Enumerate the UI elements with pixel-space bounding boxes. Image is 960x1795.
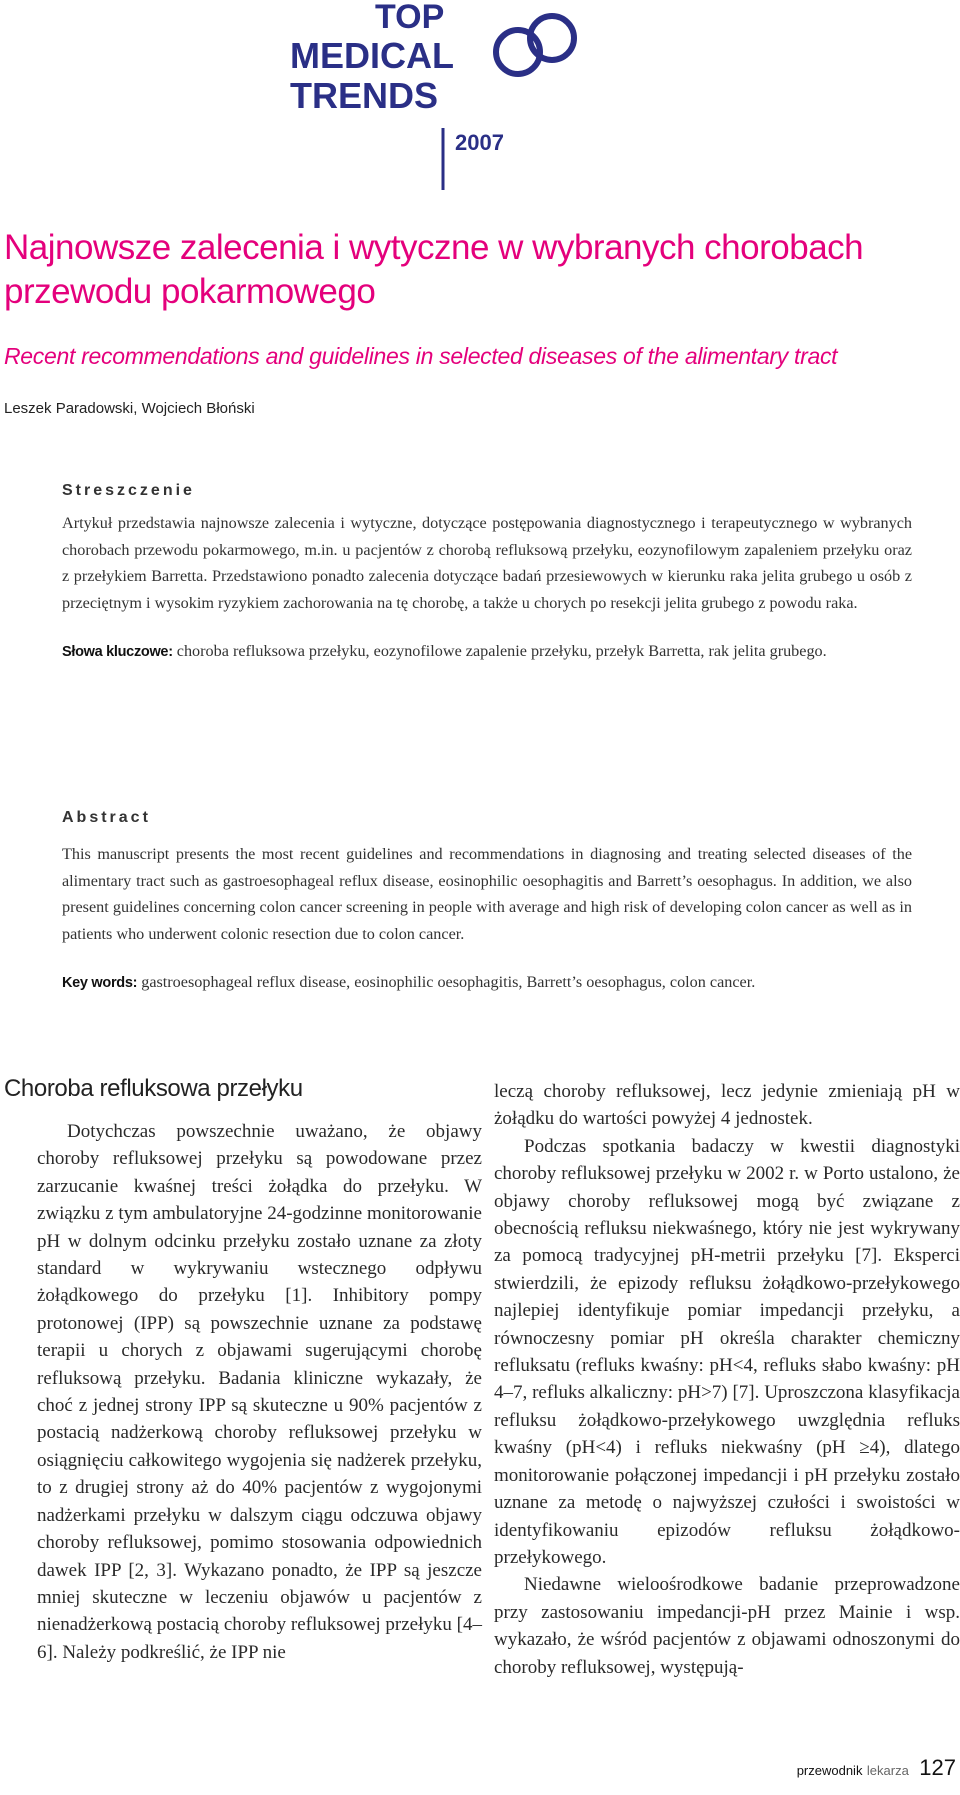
article-authors: Leszek Paradowski, Wojciech Błoński xyxy=(4,400,255,417)
abstract-text: This manuscript presents the most recent guidelines and recommendations in diagnosing and treating selected diseases of the alimentary tract such as gastroesophageal reflux disease, eosinophilic oesophagitis and Barrett’s oesophagus. In addition, we also present guidelines concerning colon cancer screening in people with average and high risk of developing colon cancer as well as in patients who underwent colonic resection due to colon cancer. xyxy=(62,845,912,943)
right-paragraph-continued: leczą choroby refluksowej, lecz jedynie zmieniają pH w żołądku do wartości powyżej 4 jednostek. xyxy=(494,1081,960,1130)
logo-line2: MEDICAL xyxy=(290,35,454,76)
keywords-label-pl: Słowa kluczowe: xyxy=(62,644,173,660)
top-medical-trends-logo xyxy=(290,0,640,195)
article-subtitle: Recent recommendations and guidelines in selected diseases of the alimentary tract xyxy=(4,343,838,369)
right-column xyxy=(494,1078,960,1681)
right-paragraph-2: Niedawne wieloośrodkowe badanie przeprowadzone przy zastosowaniu impedancji-pH przez Mainie i wsp. wykazało, że wśród pacjentów z objawami odnoszonymi do choroby refluksowej, występują- xyxy=(494,1574,960,1678)
abstract-heading: Abstract xyxy=(62,809,151,826)
streszczenie-keywords xyxy=(62,638,912,666)
article-title: Najnowsze zalecenia i wytyczne w wybranych chorobach przewodu pokarmowego xyxy=(4,228,864,311)
logo-year: 2007 xyxy=(455,130,504,155)
footer-brand-lekarza: lekarza xyxy=(866,1763,909,1778)
left-column xyxy=(37,1118,482,1666)
streszczenie-section xyxy=(62,482,912,666)
right-paragraph-1: Podczas spotkania badaczy w kwestii diagnostyki choroby refluksowej przełyku w 2002 r. w Porto ustalono, że objawy choroby refluksowej mogą być związane z obecnością refluksu niekwaśnego, który nie jest wykrywany za pomocą tradycyjnej pH-metrii przełyku [7]. Eksperci stwierdzili, że epizody refluksu żołądkowo-przełykowego najlepiej identyfikuje pomiar impedancji przełyku, a równoczesny pomiar pH określa charakter chemiczny refluksatu (refluks kwaśny: pH<4, refluks słabo kwaśny: pH 4–7, refluks alkaliczny: pH>7) [7]. Uproszczona klasyfikacja refluksu żołądkowo-przełykowego uwzględnia refluks kwaśny (pH<4) i refluks niekwaśny (pH ≥4), dlatego monitorowanie połączonej impedancji i pH przełyku zostało uznane za metodę o najwyższej czułości i swoistości w identyfikowaniu epizodów refluksu żołądkowo-przełykowego. xyxy=(494,1135,960,1568)
keywords-text-pl: choroba refluksowa przełyku, eozynofilowe zapalenie przełyku, przełyk Barretta, rak jelita grubego. xyxy=(176,642,827,660)
streszczenie-heading: Streszczenie xyxy=(62,482,195,499)
keywords-label-en: Key words: xyxy=(62,975,138,991)
abstract-section xyxy=(62,809,912,997)
footer-brand-przewodnik: przewodnik xyxy=(796,1763,863,1778)
logo-line1: TOP xyxy=(375,0,445,36)
keywords-text-en: gastroesophageal reflux disease, eosinophilic oesophagitis, Barrett’s oesophagus, colon cancer. xyxy=(141,973,756,991)
abstract-keywords xyxy=(62,969,912,997)
page-footer xyxy=(797,1755,956,1781)
streszczenie-text: Artykuł przedstawia najnowsze zalecenia i wytyczne, dotyczące postępowania diagnostycznego i terapeutycznego w wybranych chorobach przewodu pokarmowego, m.in. u pacjentów z chorobą refluksową przełyku, eozynofilowym zapaleniem przełyku oraz z przełykiem Barretta. Przedstawiono ponadto zalecenia dotyczące badań przesiewowych w kierunku raka jelita grubego u osób z przeciętnym i wysokim ryzykiem zachorowania na tę chorobę, a także u chorych po resekcji jelita grubego z powodu raka. xyxy=(62,514,912,612)
page-number: 127 xyxy=(919,1755,956,1780)
left-paragraph: Dotychczas powszechnie uważano, że objawy choroby refluksowej przełyku są powodowane przez zarzucanie kwaśnej treści żołądka do przełyku. W związku z tym ambulatoryjne 24-godzinne monitorowanie pH w dolnym odcinku przełyku zostało uznane za złoty standard w wykrywaniu wstecznego odpływu żołądkowego do przełyku [1]. Inhibitory pompy protonowej (IPP) są powszechnie uznane za podstawę terapii u chorych z objawami sugerującymi chorobę refluksową przełyku. Badania kliniczne wykazały, że choć z jednej strony IPP są skuteczne u 90% pacjentów z postacią nadżerkową choroby refluksowej przełyku w osiągnięciu całkowitego wygojenia się nadżerek przełyku, to z drugiej strony aż do 40% pacjentów z wygojonymi nadżerkami przełyku w dalszym ciągu odczuwa objawy choroby refluksowej, pomimo stosowania odpowiednich dawek IPP [2, 3]. Wykazano ponadto, że IPP są jeszcze mniej skuteczne w leczeniu objawów u pacjentów z nienadżerkową postacią choroby refluksowej przełyku [4–6]. Należy podkreślić, że IPP nie xyxy=(37,1121,482,1663)
logo-line3: TRENDS xyxy=(290,75,439,116)
section-heading: Choroba refluksowa przełyku xyxy=(4,1075,303,1102)
